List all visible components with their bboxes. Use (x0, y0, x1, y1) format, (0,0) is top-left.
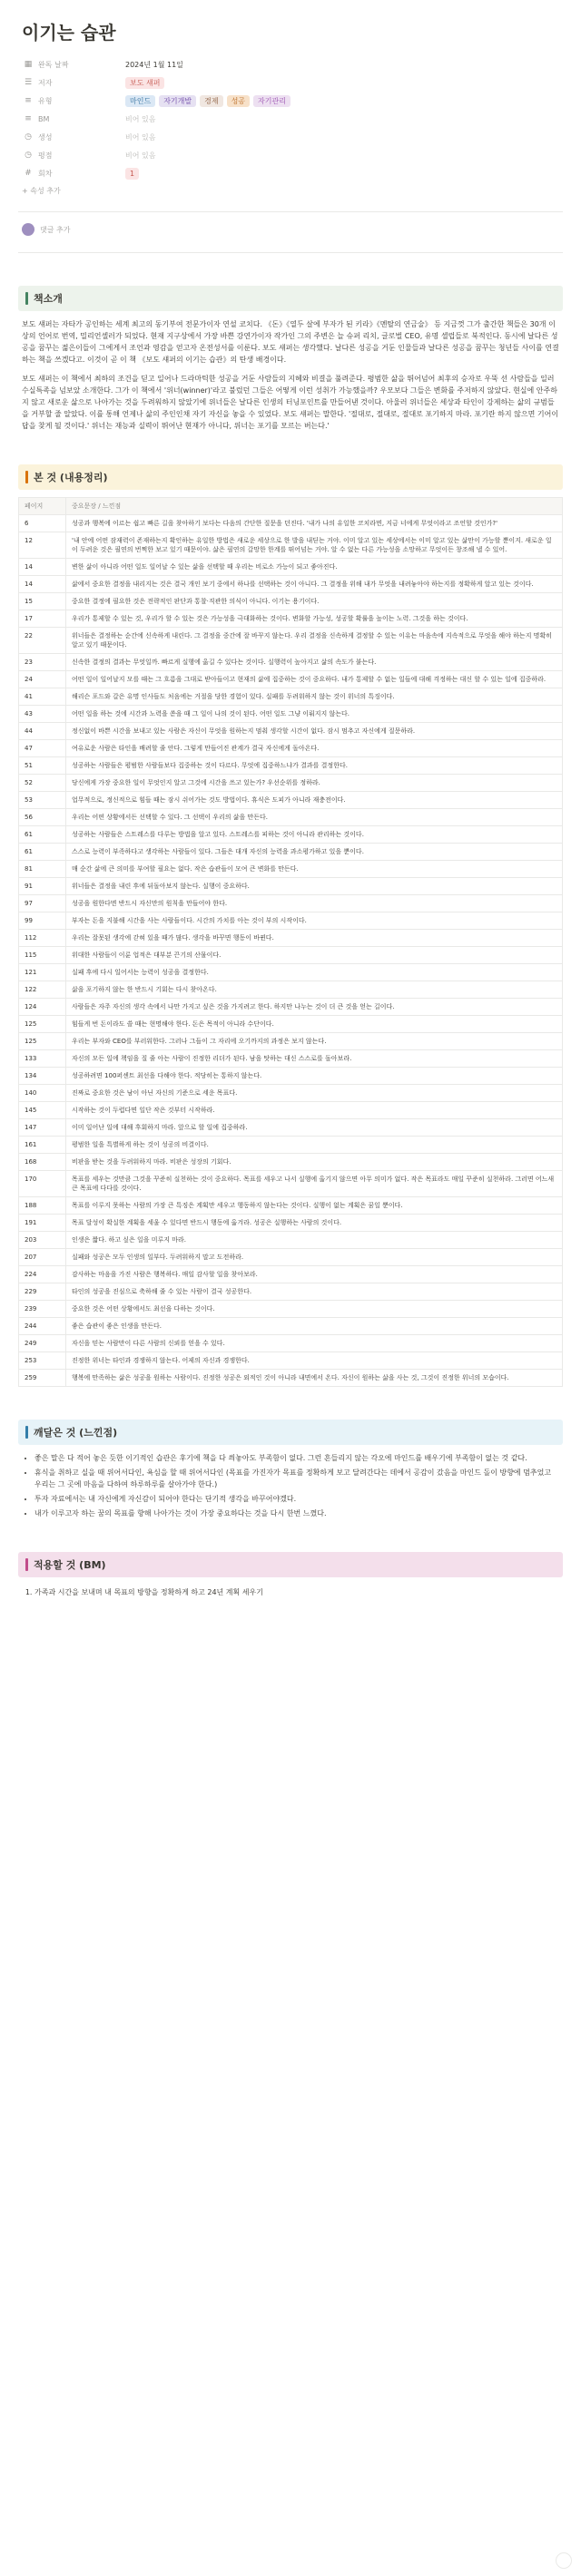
table-row (19, 947, 563, 964)
page-number-cell[interactable]: 17 (19, 610, 66, 628)
page-number-cell[interactable]: 207 (19, 1249, 66, 1266)
table-row (19, 1232, 563, 1249)
table-row (19, 688, 563, 706)
list-item[interactable]: 1. 가족과 시간을 보내며 내 목표의 방향을 정확하게 하고 24년 계획 세우기 (34, 1586, 559, 1598)
notes-column-header[interactable]: 중요문장 / 느낀점 (66, 498, 563, 515)
page-number-cell[interactable]: 122 (19, 981, 66, 999)
hash-icon: # (25, 169, 32, 178)
insights-list (34, 1452, 559, 1519)
note-text-cell[interactable]: 삶을 포기하지 않는 한 반드시 기회는 다시 찾아온다. (66, 981, 563, 999)
table-row (19, 628, 563, 654)
notes-table (18, 497, 563, 1387)
table-header-row (19, 498, 563, 515)
note-text-cell[interactable]: 비판을 받는 것을 두려워하지 마라. 비판은 성장의 기회다. (66, 1154, 563, 1171)
note-text-cell[interactable]: 좋은 습관이 좋은 인생을 만든다. (66, 1318, 563, 1335)
property-value[interactable] (125, 95, 290, 107)
page-number-cell[interactable]: 112 (19, 930, 66, 947)
property-tag[interactable]: 1 (125, 168, 139, 180)
page-number-cell[interactable]: 14 (19, 559, 66, 576)
page-number-cell[interactable]: 253 (19, 1352, 66, 1370)
table-row (19, 1119, 563, 1137)
page-number-cell[interactable]: 115 (19, 947, 66, 964)
page-number-cell[interactable]: 41 (19, 688, 66, 706)
property-tag[interactable]: 마인드 (125, 95, 155, 107)
property-value[interactable] (125, 77, 164, 89)
add-property-label: + 속성 추가 (22, 186, 61, 195)
table-row (19, 559, 563, 576)
avatar (22, 223, 34, 236)
apply-list (34, 1586, 559, 1598)
note-text-cell[interactable]: 여유로운 사람은 타인을 배려할 줄 안다. 그렇게 만들어진 관계가 결국 자신에게 돌아온다. (66, 740, 563, 757)
note-text-cell[interactable]: 부자는 돈을 지불해 시간을 사는 사람들이다. 시간의 가치를 아는 것이 부의 시작이다. (66, 912, 563, 930)
table-row (19, 861, 563, 878)
property-tag[interactable]: 성공 (227, 95, 250, 107)
table-row (19, 792, 563, 809)
property-value[interactable]: 비어 있음 (125, 114, 156, 123)
page-number-cell[interactable]: 56 (19, 809, 66, 826)
page-number-cell[interactable]: 24 (19, 671, 66, 688)
page-number-cell[interactable]: 161 (19, 1137, 66, 1154)
note-text-cell[interactable]: 진짜로 중요한 것은 남이 아닌 자신의 기준으로 세운 목표다. (66, 1085, 563, 1102)
table-row (19, 1068, 563, 1085)
property-row[interactable] (22, 73, 563, 92)
table-row (19, 654, 563, 671)
page-number-cell[interactable]: 145 (19, 1102, 66, 1119)
note-text-cell[interactable]: 위대한 사람들이 이룬 업적은 대부분 끈기의 산물이다. (66, 947, 563, 964)
table-row (19, 1197, 563, 1215)
property-name: 저자 (38, 78, 53, 87)
table-row (19, 576, 563, 593)
note-text-cell[interactable]: 중요한 결정에 필요한 것은 전략적인 판단과 통찰·직관한 의식이 아니다. 이기는 용기이다. (66, 593, 563, 610)
page-number-cell[interactable]: 140 (19, 1085, 66, 1102)
table-row (19, 1215, 563, 1232)
table-row (19, 515, 563, 532)
note-text-cell[interactable]: 당신에게 가장 중요한 일이 무엇인지 알고 그것에 시간을 쓰고 있는가? 우선순위를 정하라. (66, 775, 563, 792)
help-button[interactable] (556, 2552, 572, 2569)
page-number-cell[interactable]: 191 (19, 1215, 66, 1232)
properties-divider (18, 211, 563, 212)
table-row (19, 532, 563, 559)
note-text-cell[interactable]: 우리는 잘못된 생각에 갇혀 있을 때가 많다. 생각을 바꾸면 행동이 바뀐다. (66, 930, 563, 947)
page-number-cell[interactable]: 61 (19, 826, 66, 844)
property-name: 유형 (38, 96, 53, 105)
page-number-cell[interactable]: 6 (19, 515, 66, 532)
note-text-cell[interactable]: 목표를 세우는 것만큼 그것을 꾸준히 실천하는 것이 중요하다. 목표를 세우고 나서 실행에 옮기지 않으면 아무 의미가 없다. 작은 목표라도 매일 꾸준히 실천하라. 그러면 어느새 큰 목표에 다다를 것이다. (66, 1171, 563, 1197)
note-text-cell[interactable]: 이미 일어난 일에 대해 후회하지 마라. 앞으로 할 일에 집중하라. (66, 1119, 563, 1137)
note-text-cell[interactable]: 어떤 일이 일어날지 모를 때는 그 흐름을 그대로 받아들이고 현재의 삶에 집중하는 것이 중요하다. 내가 통제할 수 없는 일들에 대해 걱정하는 대신 할 수 있는 일에 집중하라. (66, 671, 563, 688)
add-property-button[interactable] (22, 182, 563, 199)
note-text-cell[interactable]: 목표를 이루지 못하는 사람의 가장 큰 특징은 계획만 세우고 행동하지 않는다는 것이다. 실행이 없는 계획은 꿈일 뿐이다. (66, 1197, 563, 1215)
note-text-cell[interactable]: 매 순간 삶에 큰 의미를 부여할 필요는 없다. 작은 습관들이 모여 큰 변화를 만든다. (66, 861, 563, 878)
person-icon: ☰ (24, 78, 33, 87)
page-number-cell[interactable]: 53 (19, 792, 66, 809)
table-row (19, 912, 563, 930)
note-text-cell[interactable]: 성공하려면 100퍼센트 최선을 다해야 한다. 적당히는 통하지 않는다. (66, 1068, 563, 1085)
note-text-cell[interactable]: 우리가 통제할 수 있는 것, 우리가 할 수 있는 것은 가능성을 극대화하는 것이다. 변화할 가능성, 성공할 확률을 높이는 노력. 그것을 하는 것이다. (66, 610, 563, 628)
note-text-cell[interactable]: 감사하는 마음을 가진 사람은 행복하다. 매일 감사할 일을 찾아보라. (66, 1266, 563, 1283)
callout-bar (25, 292, 28, 305)
intro-section (18, 286, 563, 432)
note-text-cell[interactable]: 성공하는 사람들은 스트레스를 다루는 방법을 알고 있다. 스트레스를 피하는 것이 아니라 관리하는 것이다. (66, 826, 563, 844)
note-text-cell[interactable]: 목표 달성이 확실한 계획을 세울 수 있다면 반드시 행동에 옮겨라. 성공은 실행하는 사람의 것이다. (66, 1215, 563, 1232)
table-row (19, 1370, 563, 1387)
intro-paragraph-2[interactable]: 보도 섀퍼는 이 책에서 최하의 조건을 딛고 일어나 드라마틱한 성공을 거둔 사람들의 지혜와 비결을 풀려준다. 평범한 삶을 뛰어넘어 최후의 승자로 우뚝 선 사람들을 일러수실특족을 넘보았 소개한다. 그가 이 책에서 '위너(winner)'라고 불렀던 그들은 어떻게 이런 성취가 가능했을까? 우모보다 그들은 변화를 주저하지 않았다. 현실에 안주하지 않고 새로운 삶으로 나아가는 것을 두려워하지 않았기에 위너들은 날다른 인생의 터닝포인트를 만들어낸 것이다. 아울러 위너들은 세상과 타인이 강제하는 삶의 규범들을 거부할 줄 알았다. 이를 통해 언제나 삶의 주인인채 자기 자신을 놓을 수 있었다. 보도 섀퍼는 말한다. '절대로, 절대로, 절대로 포기하지 마라. 포기란 하지 않으면 기어이 답을 찾게 될 것이다.' 위너는 재능과 실력이 뛰어난 현재가 아니다, 위너는 포기를 모르는 버는다.' (22, 375, 559, 430)
table-row (19, 1171, 563, 1197)
notes-heading-text: 본 것 (내용정리) (34, 472, 108, 483)
callout-bar (25, 1558, 28, 1571)
table-row (19, 1050, 563, 1068)
table-row (19, 826, 563, 844)
table-row (19, 964, 563, 981)
property-row[interactable] (22, 55, 563, 73)
table-row (19, 740, 563, 757)
page-number-cell[interactable]: 43 (19, 706, 66, 723)
property-value[interactable] (125, 168, 139, 180)
page-number-cell[interactable]: 203 (19, 1232, 66, 1249)
table-row (19, 1137, 563, 1154)
text-icon: ≡ (25, 114, 32, 123)
list-item[interactable]: • 좋은 말은 다 적어 놓은 듯한 이기적인 습관은 후기에 책을 다 씌놓아도 부족함이 없다. 그런 흔들리지 않는 각오에 마인드를 배우기에 부족함이 없는 것 같다. (34, 1452, 559, 1464)
note-text-cell[interactable]: 성공을 원한다면 반드시 자신만의 원칙을 만들어야 한다. (66, 895, 563, 912)
note-text-cell[interactable]: 위너들은 결정하는 순간에 신속하게 내린다. 그 결정을 중간에 잘 바꾸지 않는다. 우리 결정을 신속하게 결정할 수 있는 이유는 마음속에 지속적으로 무엇을 해야 하는지 명확히 알고 있기 때문이다. (66, 628, 563, 654)
note-text-cell[interactable]: 자신을 믿는 사람만이 다른 사람의 신뢰를 얻을 수 있다. (66, 1335, 563, 1352)
table-row (19, 981, 563, 999)
page-number-cell[interactable]: 22 (19, 628, 66, 654)
table-row (19, 610, 563, 628)
note-text-cell[interactable]: 실패 후에 다시 일어서는 능력이 성공을 결정한다. (66, 964, 563, 981)
property-value[interactable]: 비어 있음 (125, 132, 156, 141)
page-number-cell[interactable]: 23 (19, 654, 66, 671)
property-name: BM (38, 114, 50, 123)
table-row (19, 1249, 563, 1266)
notes-heading[interactable] (18, 464, 563, 490)
note-text-cell[interactable]: 인생은 짧다. 하고 싶은 일을 미루지 마라. (66, 1232, 563, 1249)
callout-bar (25, 1426, 28, 1439)
note-text-cell[interactable]: 스스로 능력이 부족하다고 생각하는 사람들이 있다. 그들은 대개 자신의 능력을 과소평가하고 있을 뿐이다. (66, 844, 563, 861)
table-row (19, 1016, 563, 1033)
property-name: 완독 날짜 (38, 60, 69, 69)
page-number-cell[interactable]: 12 (19, 532, 66, 559)
property-tag[interactable]: 보도 섀퍼 (125, 77, 164, 89)
note-text-cell[interactable]: 사람들은 자주 자신의 생각 속에서 나만 가지고 싶은 것을 가지려고 한다. 하지만 나누는 것이 더 큰 것을 얻는 길이다. (66, 999, 563, 1016)
page-number-cell[interactable]: 188 (19, 1197, 66, 1215)
table-row (19, 1154, 563, 1171)
page-number-cell[interactable]: 134 (19, 1068, 66, 1085)
note-text-cell[interactable]: 평범한 일을 특별하게 하는 것이 성공의 비결이다. (66, 1137, 563, 1154)
list-item[interactable]: • 내가 이루고자 하는 꿈의 목표를 향해 나아가는 것이 가장 중요하다는 것을 다시 한번 느꼈다. (34, 1508, 559, 1519)
intro-paragraph-1[interactable]: 보도 섀퍼는 자타가 공인하는 세계 최고의 동기부여 전문가이자 연설 코치다. 《돈》《열두 살에 부자가 된 키라》《멘탈의 연금술》 등 지금껏 그가 출간한 책들은 30개 이상의 언어로 번역, 밀리언셀러가 되었다. 현재 지구상에서 가장 바쁜 강연가이자 작가인 그의 주변은 늘 슈퍼 리치, 글로벌 CEO, 유명 셀럽들로 북적인다. 동시에 날다른 성공을 꿈꾸는 젊은이들이 그에게서 조언과 영감을 얻고자 온전성서를 이룬다. 보도 섀퍼는 생각했다. 날다른 성공을 거둔 인물들과 날다른 성공을 꿈꾸는 청년들 사이를 연결하는 책을 쓰겠다고. 이것이 곧 이 책 《보도 섀퍼의 이기는 습관》의 탄생 배경이다. (22, 320, 559, 364)
page-number-cell[interactable]: 125 (19, 1016, 66, 1033)
insights-section (18, 1420, 563, 1519)
callout-bar (25, 471, 28, 483)
page-number-cell[interactable]: 14 (19, 576, 66, 593)
note-text-cell[interactable]: 진정한 위너는 타인과 경쟁하지 않는다. 어제의 자신과 경쟁한다. (66, 1352, 563, 1370)
note-text-cell[interactable]: 해리슨 포드와 갈은 유명 인사들도 처음에는 거절을 당한 경험이 있다. 실패를 두려워하지 않는 것이 위너의 특징이다. (66, 688, 563, 706)
note-text-cell[interactable]: 중요한 것은 어떤 상황에서도 최선을 다하는 것이다. (66, 1301, 563, 1318)
page-number-cell[interactable]: 15 (19, 593, 66, 610)
page-number-cell[interactable]: 44 (19, 723, 66, 740)
properties-panel (22, 55, 563, 182)
note-text-cell[interactable]: 우리는 어떤 상황에서든 선택할 수 있다. 그 선택이 우리의 삶을 만든다. (66, 809, 563, 826)
note-text-cell[interactable]: 어떤 일을 하는 것에 시간과 노력을 쏟을 때 그 일이 나의 것이 된다. 어떤 일도 그냥 이뤄지지 않는다. (66, 706, 563, 723)
table-row (19, 723, 563, 740)
list-icon: ≡ (25, 96, 32, 105)
property-row[interactable] (22, 110, 563, 128)
table-row (19, 775, 563, 792)
apply-heading-text: 적용할 것 (BM) (34, 1559, 106, 1571)
page-number-cell[interactable]: 91 (19, 878, 66, 895)
table-row (19, 895, 563, 912)
note-text-cell[interactable]: 타인의 성공을 진심으로 축하해 줄 수 있는 사람이 결국 성공한다. (66, 1283, 563, 1301)
table-row (19, 1352, 563, 1370)
comment-divider (18, 252, 563, 253)
table-row (19, 1102, 563, 1119)
page-number-cell[interactable]: 52 (19, 775, 66, 792)
page-number-cell[interactable]: 259 (19, 1370, 66, 1387)
property-value[interactable]: 2024년 1월 11일 (125, 60, 183, 69)
page-number-cell[interactable]: 133 (19, 1050, 66, 1068)
note-text-cell[interactable]: 성공하는 사람들은 평범한 사람들보다 집중하는 것이 다르다. 무엇에 집중하느냐가 결과를 결정한다. (66, 757, 563, 775)
note-text-cell[interactable]: 삶에서 중요한 결정을 내리지는 것은 결국 개인 보기 중에서 하나를 선택하는 것이 아니다. 그 결정을 위해 내가 무엇을 내려놓아야 하는지를 정확하게 알고 있는 것이다. (66, 576, 563, 593)
apply-heading[interactable] (18, 1552, 563, 1577)
note-text-cell[interactable]: 자신의 모든 일에 책임을 질 줄 아는 사람이 진정한 리더가 된다. 남을 탓하는 대신 스스로를 돌아보라. (66, 1050, 563, 1068)
calendar-icon: ▦ (24, 60, 33, 69)
note-text-cell[interactable]: 정신없이 바쁜 시간을 보내고 있는 사람은 자신이 무엇을 원하는지 멈춰 생각할 시간이 없다. 잠시 멈추고 자신에게 질문하라. (66, 723, 563, 740)
table-row (19, 1266, 563, 1283)
table-row (19, 1033, 563, 1050)
page-number-cell[interactable]: 249 (19, 1335, 66, 1352)
property-tag[interactable]: 자기관리 (253, 95, 290, 107)
note-text-cell[interactable]: 실패와 성공은 모두 인생의 일부다. 두려워하지 말고 도전하라. (66, 1249, 563, 1266)
page-number-cell[interactable]: 168 (19, 1154, 66, 1171)
note-text-cell[interactable]: 업무적으로, 정신적으로 힘들 때는 잠시 쉬어가는 것도 방법이다. 휴식은 도피가 아니라 재충전이다. (66, 792, 563, 809)
page-number-cell[interactable]: 124 (19, 999, 66, 1016)
note-text-cell[interactable]: 우리는 부자와 CEO를 부러워한다. 그러나 그들이 그 자리에 오기까지의 과정은 보지 않는다. (66, 1033, 563, 1050)
page-number-cell[interactable]: 121 (19, 964, 66, 981)
top-strip (18, 0, 563, 15)
insights-heading[interactable] (18, 1420, 563, 1445)
page-column-header[interactable]: 페이지 (19, 498, 66, 515)
page-number-cell[interactable]: 125 (19, 1033, 66, 1050)
table-row (19, 1335, 563, 1352)
note-text-cell[interactable]: 힘들게 번 돈이라도 쓸 때는 현명해야 한다. 돈은 목적이 아니라 수단이다. (66, 1016, 563, 1033)
note-text-cell[interactable]: 행복에 만족하는 삶은 성공을 원하는 사람이다. 진정한 성공은 외적인 것이 아니라 내면에서 온다. 자신이 원하는 삶을 사는 것, 그것이 진정한 위너의 모습이다. (66, 1370, 563, 1387)
property-row[interactable] (22, 92, 563, 110)
page-number-cell[interactable]: 61 (19, 844, 66, 861)
page-number-cell[interactable]: 170 (19, 1171, 66, 1197)
table-row (19, 809, 563, 826)
table-row (19, 1318, 563, 1335)
property-name: 생성 (38, 132, 53, 141)
table-row (19, 844, 563, 861)
list-item[interactable]: • 휴식을 취하고 실을 때 위어서다인, 욕심을 할 때 위어서다인 (목표를 가진자가 목표를 정확하게 보고 달려간다는 데에서 공감이 갔음을 마인드 돌이 방향에 멈추었고 우리는 그 곳에 마음을 다하여 하루하루를 살아가야 한다.) (34, 1467, 559, 1490)
note-text-cell[interactable]: 성공과 행복에 이르는 쉽고 빠른 길을 찾아하기 보다는 다음의 간단한 질문을 던진다. '내가 나의 유일한 코치라면, 지금 너에게 무엇이라고 조언할 것인가?' (66, 515, 563, 532)
property-name: 평점 (38, 151, 53, 160)
property-name: 회차 (38, 169, 53, 178)
table-row (19, 757, 563, 775)
table-row (19, 999, 563, 1016)
notes-section (18, 464, 563, 1387)
page-number-cell[interactable]: 244 (19, 1318, 66, 1335)
property-row[interactable] (22, 164, 563, 182)
clock-icon: ◷ (25, 151, 32, 160)
property-row[interactable] (22, 128, 563, 146)
table-row (19, 593, 563, 610)
table-row (19, 1301, 563, 1318)
clock-icon: ◷ (25, 132, 32, 141)
table-row (19, 706, 563, 723)
property-tag[interactable]: 경제 (200, 95, 222, 107)
property-row[interactable] (22, 146, 563, 164)
intro-heading-text: 책소개 (34, 293, 63, 305)
table-row (19, 878, 563, 895)
page-number-cell[interactable]: 99 (19, 912, 66, 930)
insights-heading-text: 깨달은 것 (느낀점) (34, 1427, 118, 1439)
page-title[interactable]: 이기는 습관 (22, 22, 116, 44)
notes-table-body (19, 515, 563, 1387)
property-tag[interactable]: 자기개발 (159, 95, 196, 107)
page-number-cell[interactable]: 97 (19, 895, 66, 912)
apply-section (18, 1552, 563, 1598)
note-text-cell[interactable]: '내 안에 어떤 잠재력이 존재하는지 확인하는 유일한 방법은 새로운 세상으로 한 발을 내딛는 거야. 이미 알고 있는 세상에서는 이미 알고 있는 삶만이 가능할 뿐이지. 새로운 일이 두려운 것은 필연의 번쩍한 보고 있기 때문이야. 삶은 필연의 갈망한 한계를 뛰어넘는 거야. 알 수 없는 다른 가능성을 소망하고 무엇이든 창조해 낼 수 있어. (66, 532, 563, 559)
table-row (19, 1085, 563, 1102)
note-text-cell[interactable]: 위너들은 결정을 내린 후에 뒤돌아보지 않는다. 실행이 중요하다. (66, 878, 563, 895)
note-text-cell[interactable]: 시작하는 것이 두렵다면 일단 작은 것부터 시작하라. (66, 1102, 563, 1119)
page-number-cell[interactable]: 239 (19, 1301, 66, 1318)
list-item[interactable]: • 투자 자료에서는 내 자신에게 자신감이 되어야 한다는 단기적 생각을 바꾸어야겠다. (34, 1493, 559, 1505)
page-number-cell[interactable]: 224 (19, 1266, 66, 1283)
comment-placeholder: 댓글 추가 (40, 225, 71, 234)
page-number-cell[interactable]: 229 (19, 1283, 66, 1301)
intro-heading[interactable] (18, 286, 563, 311)
table-row (19, 1283, 563, 1301)
note-text-cell[interactable]: 변한 삶이 아니라 어떤 일도 일어날 수 있는 삶을 선택할 때 우리는 비로소 가능이 되고 좋아진다. (66, 559, 563, 576)
property-value[interactable]: 비어 있음 (125, 151, 156, 160)
page-number-cell[interactable]: 81 (19, 861, 66, 878)
comment-row[interactable] (22, 220, 563, 239)
page-number-cell[interactable]: 147 (19, 1119, 66, 1137)
table-row (19, 671, 563, 688)
note-text-cell[interactable]: 신속한 결정의 결과는 무엇일까. 빠르게 실행에 옮길 수 있다는 것이다. 실행력이 높아지고 삶의 속도가 붙는다. (66, 654, 563, 671)
page-number-cell[interactable]: 47 (19, 740, 66, 757)
table-row (19, 930, 563, 947)
page-number-cell[interactable]: 51 (19, 757, 66, 775)
